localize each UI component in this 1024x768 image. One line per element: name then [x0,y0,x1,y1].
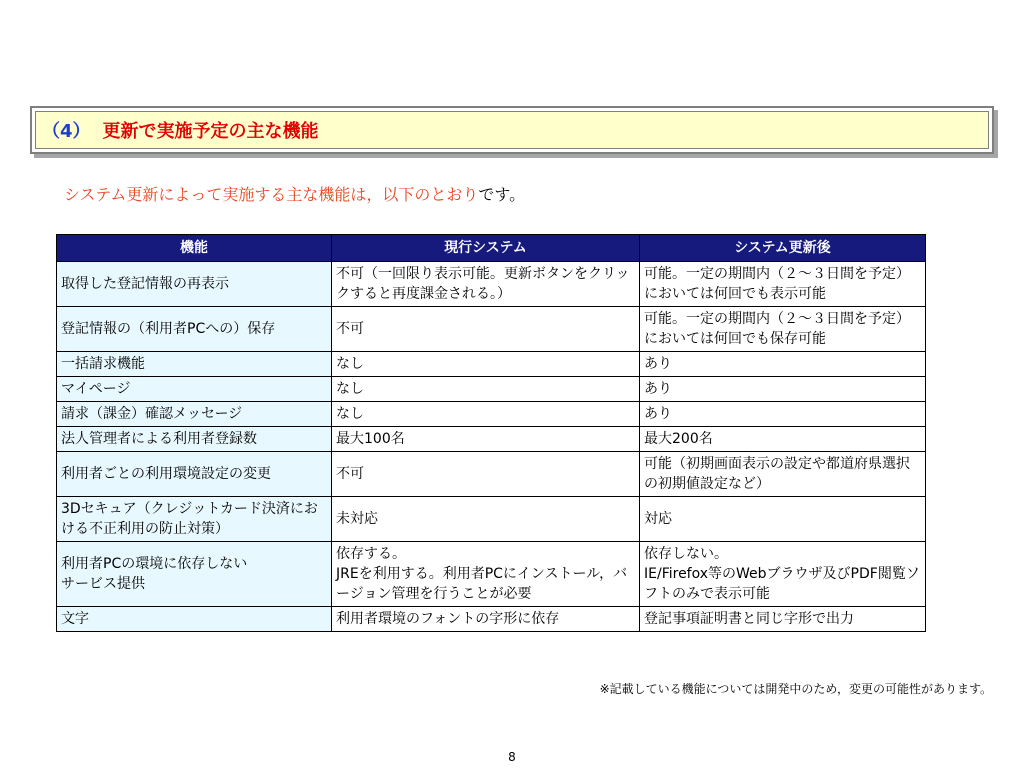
after-update-cell: 依存しない。 IE/Firefox等のWebブラウザ及びPDF閲覧ソフトのみで表示可能 [640,542,926,607]
feature-cell: マイページ [57,377,332,402]
current-system-cell: 利用者環境のフォントの字形に依存 [332,607,640,632]
feature-cell: 請求（課金）確認メッセージ [57,402,332,427]
footnote: ※記載している機能については開発中のため，変更の可能性があります。 [599,682,992,696]
intro-text [64,182,525,205]
table-row [57,427,926,452]
feature-cell: 文字 [57,607,332,632]
feature-comparison-table [56,234,926,632]
after-update-cell: 可能。一定の期間内（２～３日間を予定）においては何回でも表示可能 [640,262,926,307]
current-system-cell: 未対応 [332,497,640,542]
section-title: 更新で実施予定の主な機能 [102,121,319,142]
feature-cell: 利用者PCの環境に依存しない サービス提供 [57,542,332,607]
after-update-cell: 可能。一定の期間内（２～３日間を予定）においては何回でも保存可能 [640,307,926,352]
after-update-cell: あり [640,402,926,427]
section-number: （4） [42,121,91,142]
feature-cell: 登記情報の（利用者PCへの）保存 [57,307,332,352]
header-current-system: 現行システム [332,235,640,262]
table-row [57,452,926,497]
table-row [57,262,926,307]
table-row [57,352,926,377]
feature-cell: 法人管理者による利用者登録数 [57,427,332,452]
table-row [57,607,926,632]
current-system-cell: 不可 [332,307,640,352]
page-number: 8 [508,750,516,764]
after-update-cell: 対応 [640,497,926,542]
header-feature: 機能 [57,235,332,262]
current-system-cell: なし [332,352,640,377]
table-header-row [57,235,926,262]
current-system-cell: 不可 [332,452,640,497]
after-update-cell: あり [640,377,926,402]
table-row [57,307,926,352]
current-system-cell: 最大100名 [332,427,640,452]
feature-cell: 3Dセキュア（クレジットカード決済における不正利用の防止対策） [57,497,332,542]
table-row [57,402,926,427]
table-row [57,542,926,607]
intro-red-part: システム更新によって実施する主な機能は，以下のとおり [64,185,479,204]
after-update-cell: 可能（初期画面表示の設定や都道府県選択の初期値設定など） [640,452,926,497]
feature-cell: 取得した登記情報の再表示 [57,262,332,307]
after-update-cell: 最大200名 [640,427,926,452]
section-title-inner [35,111,989,149]
current-system-cell: なし [332,402,640,427]
header-after-update: システム更新後 [640,235,926,262]
current-system-cell: 不可（一回限り表示可能。更新ボタンをクリックすると再度課金される。） [332,262,640,307]
current-system-cell: 依存する。 JREを利用する。利用者PCにインストール，バージョン管理を行うことが必要 [332,542,640,607]
current-system-cell: なし [332,377,640,402]
feature-cell: 利用者ごとの利用環境設定の変更 [57,452,332,497]
feature-cell: 一括請求機能 [57,352,332,377]
section-title-box [30,106,994,154]
after-update-cell: 登記事項証明書と同じ字形で出力 [640,607,926,632]
table-row [57,377,926,402]
after-update-cell: あり [640,352,926,377]
intro-black-part: です。 [478,185,526,204]
table-body [57,262,926,632]
table-row [57,497,926,542]
